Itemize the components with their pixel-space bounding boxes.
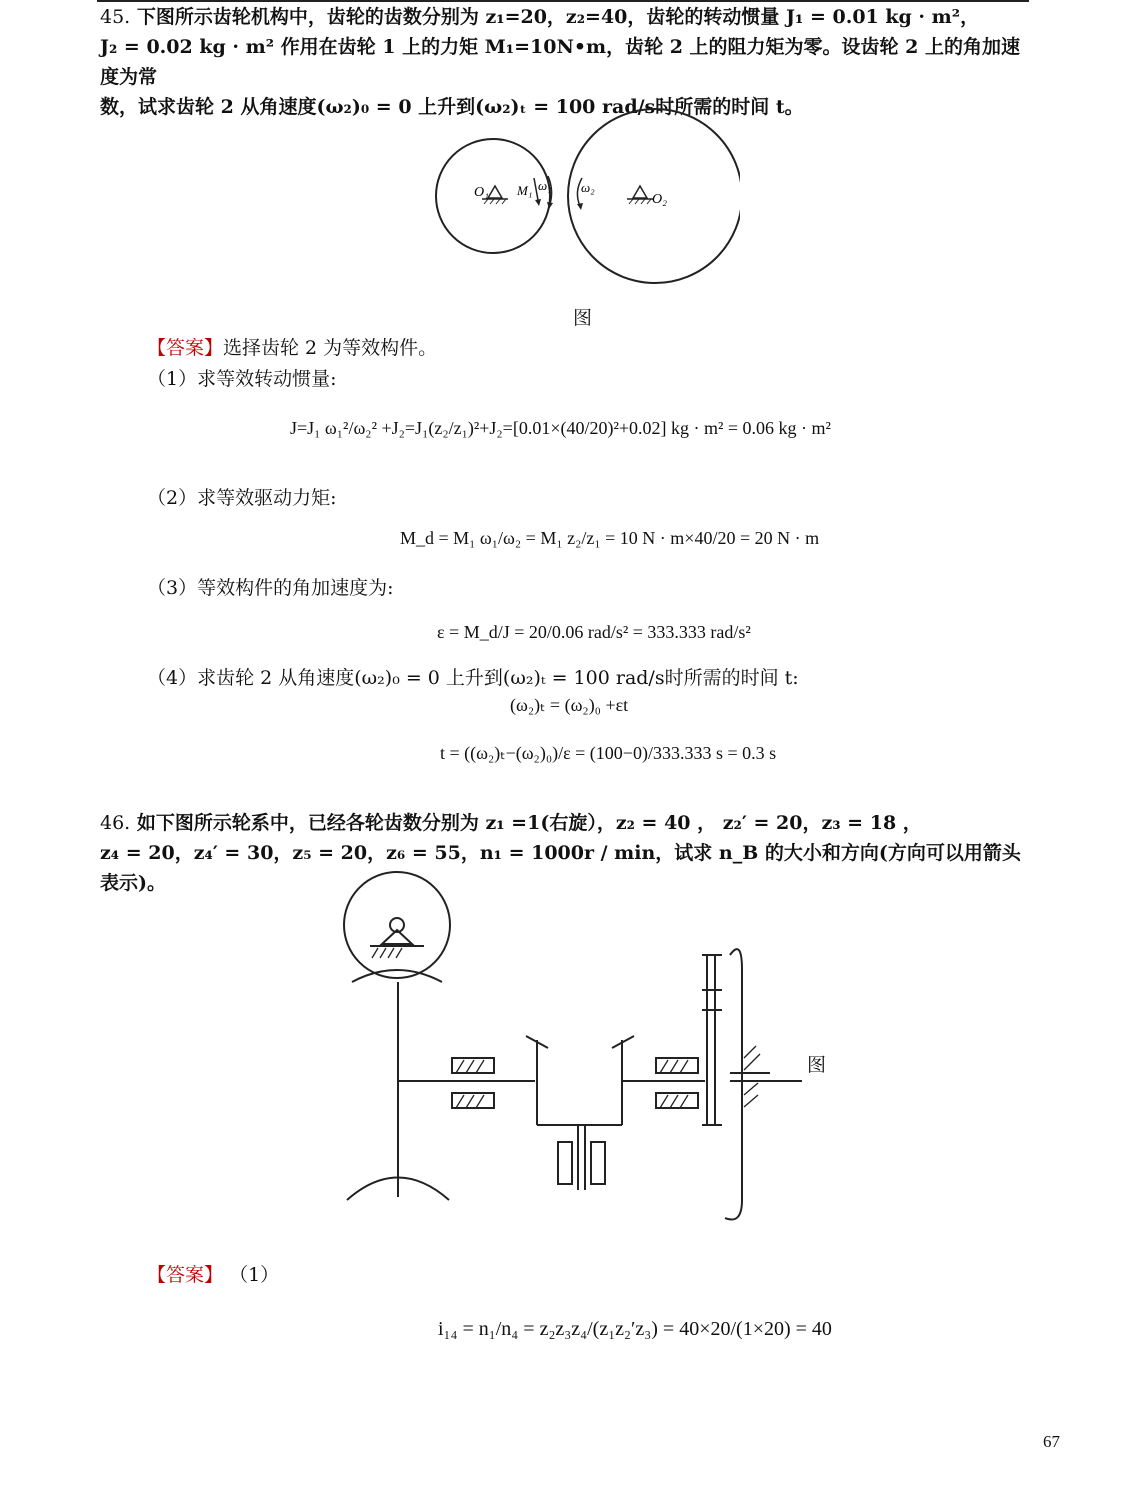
q45-line2: J₂ = 0.02 kg · m² 作用在齿轮 1 上的力矩 M₁=10N•m，齿轮 2 上的阻力矩为零。设齿轮 2 上的角加速度为常 xyxy=(100,36,1020,88)
q45-line1 xyxy=(100,2,1030,32)
label-o1: O₁ xyxy=(474,185,489,200)
q45-step3: （3）等效构件的角加速度为: xyxy=(147,577,394,599)
gear-mechanism-figure xyxy=(430,100,740,300)
q45-answer-intro xyxy=(147,333,437,360)
q46-answer-tag: 【答案】 xyxy=(147,1264,224,1286)
q45-figure-caption: 图 xyxy=(573,307,593,329)
label-w1: ω₁ xyxy=(538,178,552,193)
q45-formula4a: (ω₂)ₜ = (ω₂)₀ +εt xyxy=(510,695,629,715)
q46-formula: i₁₄ = n₁/n₄ = z₂z₃z₄/(z₁z₂′z₃) = 40×20/(1×20) = 40 xyxy=(438,1318,832,1340)
q45-step1: （1）求等效转动惯量: xyxy=(147,368,337,390)
q45-formula4b: t = ((ω₂)ₜ−(ω₂)₀)/ε = (100−0)/333.333 s = 0.3 s xyxy=(440,743,777,763)
q45-answer-intro-text: 选择齿轮 2 为等效构件。 xyxy=(223,337,438,359)
q45-step4: （4）求齿轮 2 从角速度(ω₂)₀ = 0 上升到(ω₂)ₜ = 100 rad/s时所需的时间 t: xyxy=(147,667,799,689)
q45-formula1: J=J₁ ω₁²/ω₂² +J₂=J₁(z₂/z₁)²+J₂=[0.01×(40/20)²+0.02] kg · m² = 0.06 kg · m² xyxy=(290,418,831,438)
label-w2: ω₂ xyxy=(581,180,595,195)
q46-number: 46. xyxy=(100,812,131,834)
q45-line1-text: 下图所示齿轮机构中，齿轮的齿数分别为 z₁=20，z₂=40，齿轮的转动惯量 J₁ = 0.01 kg · m²， xyxy=(136,6,980,28)
q46-answer-step: （1） xyxy=(229,1264,280,1286)
q45-answer-tag: 【答案】 xyxy=(147,337,224,359)
q46-line2: z₄ = 20，z₄′ = 30，z₅ = 20，z₆ = 55，n₁ = 1000r / min，试求 n_B 的大小和方向(方向可以用箭头表示)。 xyxy=(100,842,1021,894)
q45-formula2: M_d = M₁ ω₁/ω₂ = M₁ z₂/z₁ = 10 N · m×40/20 = 20 N · m xyxy=(400,528,820,548)
q45-number: 45. xyxy=(100,6,131,28)
label-o2: O₂ xyxy=(652,192,667,207)
q46-line1-text: 如下图所示轮系中，已经各轮齿数分别为 z₁ =1(右旋），z₂ = 40 ， z₂′ = 20，z₃ = 18 ， xyxy=(136,812,922,834)
q46-answer xyxy=(147,1260,279,1287)
q45-formula3: ε = M_d/J = 20/0.06 rad/s² = 333.333 rad/s² xyxy=(437,622,751,642)
gear-train-figure xyxy=(330,870,810,1230)
q46-line1 xyxy=(100,808,1030,838)
q45-line3: 数，试求齿轮 2 从角速度(ω₂)₀ = 0 上升到(ω₂)ₜ = 100 rad/s时所需的时间 t。 xyxy=(100,96,804,118)
q45-step2: （2）求等效驱动力矩: xyxy=(147,487,337,509)
q46-figure-caption: 图 xyxy=(807,1054,827,1076)
label-m1: M₁ xyxy=(517,183,533,198)
page-number: 67 xyxy=(1043,1432,1060,1451)
